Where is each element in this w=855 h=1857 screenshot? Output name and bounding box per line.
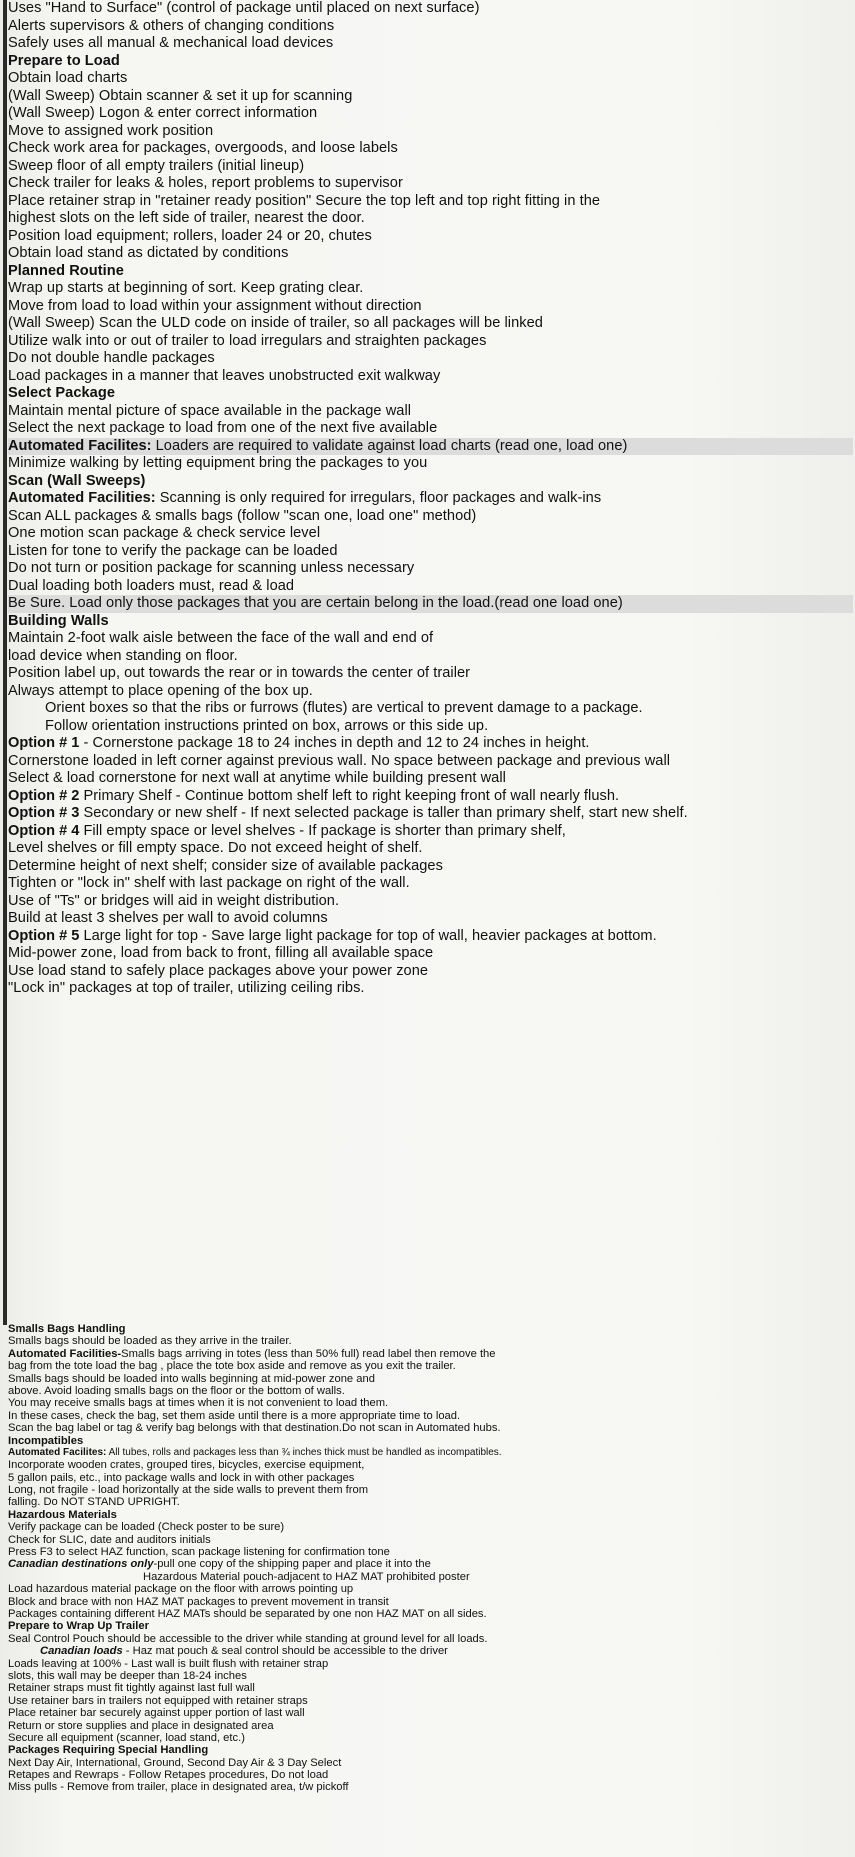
text-line	[8, 1373, 853, 1385]
text-line	[8, 1410, 853, 1422]
text-line	[8, 0, 853, 18]
text-line	[8, 1472, 853, 1484]
text-line	[8, 1769, 853, 1781]
text-line	[8, 595, 853, 613]
text-line	[8, 18, 853, 36]
line-text: Smalls bags arriving in totes (less than 50% full) read label then remove the	[121, 1347, 496, 1360]
text-line	[8, 1484, 853, 1496]
line-text: Scan the bag label or tag & verify bag belongs with that destination.Do not scan in Automated hubs.	[8, 1422, 501, 1435]
line-text: Minimize walking by letting equipment bring the packages to you	[8, 455, 428, 471]
text-line	[8, 543, 853, 561]
section-heading	[8, 385, 853, 403]
text-line	[8, 438, 853, 456]
text-line	[8, 1695, 853, 1707]
line-text: Cornerstone loaded in left corner against previous wall. No space between package and previous wall	[8, 752, 671, 769]
line-text: Maintain 2-foot walk aisle between the face of the wall and end of	[8, 630, 434, 646]
line-text: Packages containing different HAZ MATs should be separated by one non HAZ MAT on all sides.	[8, 1607, 487, 1620]
text-line	[8, 718, 853, 736]
text-line	[8, 280, 853, 298]
line-text: Fill empty space or level shelves - If package is shorter than primary shelf,	[79, 822, 566, 839]
text-line	[8, 1335, 853, 1347]
line-text: Always attempt to place opening of the box up.	[8, 682, 313, 699]
text-line	[8, 333, 853, 351]
line-text: Mid-power zone, load from back to front, filling all available space	[8, 945, 434, 961]
section-heading	[8, 1323, 853, 1335]
line-text: Smalls bags should be loaded as they arrive in the trailer.	[8, 1335, 292, 1348]
text-line	[8, 158, 853, 176]
line-text: Verify package can be loaded (Check poster to be sure)	[8, 1521, 285, 1534]
line-text: - Cornerstone package 18 to 24 inches in depth and 12 to 24 inches in height.	[79, 735, 590, 751]
line-text: Do not turn or position package for scanning unless necessary	[8, 560, 415, 576]
bold-lead-in: Automated Facilities-	[8, 1347, 122, 1360]
line-text: Primary Shelf - Continue bottom shelf left to right keeping front of wall nearly flush.	[79, 787, 620, 804]
line-text: Loaders are required to validate against load charts (read one, load one)	[151, 437, 628, 454]
line-text: 5 gallon pails, etc., into package walls and lock in with other packages	[8, 1471, 355, 1484]
section-heading	[8, 613, 853, 631]
line-text: All tubes, rolls and packages less than ¾ inches thick must be handled as incompatibles.	[106, 1446, 502, 1458]
text-line	[8, 683, 853, 701]
bold-lead-in: Option # 2	[8, 787, 80, 804]
line-text: Level shelves or fill empty space. Do not exceed height of shelf.	[8, 840, 423, 856]
line-text: Hazardous Materials	[8, 1508, 117, 1521]
line-text: Load packages in a manner that leaves unobstructed exit walkway	[8, 367, 441, 384]
line-text: Position label up, out towards the rear or in towards the center of trailer	[8, 665, 471, 681]
text-line	[8, 1757, 853, 1769]
section-heading	[8, 53, 853, 71]
line-text: Determine height of next shelf; consider size of available packages	[8, 857, 443, 874]
text-line	[8, 123, 853, 141]
line-text: Dual loading both loaders must, read & load	[8, 577, 295, 594]
line-text: Place retainer bar securely against upper portion of last wall	[8, 1707, 305, 1720]
bold-lead-in: Option # 1	[8, 735, 80, 751]
text-line	[8, 1546, 853, 1558]
text-line	[8, 875, 853, 893]
line-text: Follow orientation instructions printed on box, arrows or this side up.	[45, 717, 489, 734]
bold-lead-in: Option # 4	[8, 822, 80, 839]
line-text: Select Package	[8, 385, 115, 401]
line-text: Do not double handle packages	[8, 350, 215, 366]
line-text: highest slots on the left side of trailer, nearest the door.	[8, 210, 365, 226]
text-line	[8, 508, 853, 526]
line-text: Load hazardous material package on the floor with arrows pointing up	[8, 1583, 354, 1596]
line-text: Use of "Ts" or bridges will aid in weight distribution.	[8, 892, 340, 909]
line-text: Smalls bags should be loaded into walls beginning at mid-power zone and	[8, 1372, 375, 1385]
line-text: load device when standing on floor.	[8, 647, 238, 664]
text-line	[8, 1534, 853, 1546]
line-text: Secure all equipment (scanner, load stand, etc.)	[8, 1731, 245, 1744]
text-line	[8, 1348, 853, 1360]
line-text: Position load equipment; rollers, loader 24 or 20, chutes	[8, 227, 372, 244]
text-line	[8, 648, 853, 666]
text-line	[8, 35, 853, 53]
text-line	[8, 963, 853, 981]
line-text: Incorporate wooden crates, grouped tires, bicycles, exercise equipment,	[8, 1459, 365, 1472]
line-text: Retainer straps must fit tightly against last full wall	[8, 1682, 255, 1695]
section-heading	[8, 1744, 853, 1756]
text-line	[8, 525, 853, 543]
text-line	[8, 1720, 853, 1732]
text-line	[8, 1447, 853, 1459]
text-line	[8, 753, 853, 771]
line-text: Wrap up starts at beginning of sort. Keep grating clear.	[8, 280, 364, 296]
text-line	[8, 403, 853, 421]
line-text: Obtain load stand as dictated by conditions	[8, 245, 289, 261]
line-text: Retapes and Rewraps - Follow Retapes procedures, Do not load	[8, 1769, 329, 1782]
line-text: "Lock in" packages at top of trailer, utilizing ceiling ribs.	[8, 980, 365, 996]
line-text: Move to assigned work position	[8, 122, 214, 139]
text-line	[8, 210, 853, 228]
bold-lead-in: Automated Facilites:	[8, 1446, 107, 1458]
bold-lead-in: Canadian destinations only	[8, 1558, 154, 1571]
line-text: (Wall Sweep) Scan the ULD code on inside of trailer, so all packages will be linked	[8, 315, 543, 331]
text-line	[8, 840, 853, 858]
line-text: You may receive smalls bags at times when it is not convenient to load them.	[8, 1397, 389, 1410]
line-text: Building Walls	[8, 612, 109, 629]
text-line	[8, 1596, 853, 1608]
line-text: Alerts supervisors & others of changing conditions	[8, 17, 335, 34]
line-text: Large light for top - Save large light package for top of wall, heavier packages at bottom.	[79, 927, 657, 944]
section-heading	[8, 1509, 853, 1521]
line-text: -pull one copy of the shipping paper and place it into the	[153, 1558, 431, 1571]
line-text: Packages Requiring Special Handling	[8, 1744, 209, 1757]
text-line	[8, 245, 853, 263]
section-heading	[8, 473, 853, 491]
line-text: Secondary or new shelf - If next selected package is taller than primary shelf, start new shelf.	[79, 805, 688, 821]
text-line	[8, 823, 853, 841]
line-text: Uses "Hand to Surface" (control of package until placed on next surface)	[8, 0, 480, 16]
section-heading	[8, 263, 853, 281]
text-line	[8, 420, 853, 438]
text-line	[8, 578, 853, 596]
text-line	[8, 1658, 853, 1670]
line-text: falling. Do NOT STAND UPRIGHT.	[8, 1496, 180, 1509]
line-text: Scan ALL packages & smalls bags (follow "scan one, load one" method)	[8, 507, 477, 524]
text-line	[8, 1496, 853, 1508]
text-line	[8, 980, 853, 998]
line-text: Maintain mental picture of space available in the package wall	[8, 402, 412, 419]
line-text: Move from load to load within your assignment without direction	[8, 297, 422, 314]
line-text: Sweep floor of all empty trailers (initial lineup)	[8, 157, 305, 174]
text-line	[8, 1521, 853, 1533]
text-line	[8, 665, 853, 683]
line-text: Smalls Bags Handling	[8, 1323, 126, 1335]
line-text: Check for SLIC, date and auditors initials	[8, 1533, 211, 1546]
text-line	[8, 700, 853, 718]
special-handling-section	[8, 1323, 853, 1794]
section-heading	[8, 1620, 853, 1632]
line-text: Listen for tone to verify the package can be loaded	[8, 542, 338, 559]
text-line	[8, 735, 853, 753]
line-text: Loads leaving at 100% - Last wall is built flush with retainer strap	[8, 1657, 329, 1670]
text-line	[8, 1459, 853, 1471]
text-line	[8, 1360, 853, 1372]
text-line	[8, 788, 853, 806]
line-text: Tighten or "lock in" shelf with last package on right of the wall.	[8, 875, 410, 891]
line-text: Orient boxes so that the ribs or furrows (flutes) are vertical to prevent damage to a package.	[45, 700, 643, 716]
line-text: (Wall Sweep) Obtain scanner & set it up for scanning	[8, 87, 353, 104]
text-line	[8, 770, 853, 788]
text-line	[8, 88, 853, 106]
line-text: Be Sure. Load only those packages that you are certain belong in the load.(read one load one)	[8, 595, 623, 611]
line-text: Planned Routine	[8, 262, 124, 279]
text-line	[8, 105, 853, 123]
line-text: One motion scan package & check service level	[8, 525, 321, 541]
line-text: Hazardous Material pouch-adjacent to HAZ MAT prohibited poster	[143, 1570, 470, 1583]
line-text: Use load stand to safely place packages above your power zone	[8, 962, 429, 979]
text-line	[8, 805, 853, 823]
line-text: Return or store supplies and place in designated area	[8, 1719, 274, 1732]
text-line	[8, 193, 853, 211]
text-line	[8, 560, 853, 578]
line-text: In these cases, check the bag, set them aside until there is a more appropriate time to load.	[8, 1409, 461, 1422]
text-line	[8, 1707, 853, 1719]
text-line	[8, 1571, 853, 1583]
text-line	[8, 1645, 853, 1657]
line-text: Next Day Air, International, Ground, Second Day Air & 3 Day Select	[8, 1756, 342, 1769]
line-text: Select & load cornerstone for next wall at anytime while building present wall	[8, 770, 506, 786]
line-text: Use retainer bars in trailers not equipped with retainer straps	[8, 1694, 308, 1707]
text-line	[8, 1633, 853, 1645]
line-text: Scan (Wall Sweeps)	[8, 472, 146, 489]
text-line	[8, 910, 853, 928]
line-text: Build at least 3 shelves per wall to avoid columns	[8, 910, 328, 926]
line-text: slots, this wall may be deeper than 18-24 inches	[8, 1669, 247, 1682]
section-heading	[8, 1435, 853, 1447]
text-line	[8, 858, 853, 876]
margin-bar	[3, 0, 7, 1325]
bold-lead-in: Canadian loads	[40, 1645, 123, 1658]
line-text: Prepare to Wrap Up Trailer	[8, 1620, 149, 1633]
line-text: Select the next package to load from one of the next five available	[8, 420, 438, 436]
line-text: Miss pulls - Remove from trailer, place in designated area, t/w pickoff	[8, 1781, 349, 1794]
line-text: (Wall Sweep) Logon & enter correct information	[8, 105, 318, 121]
text-line	[8, 175, 853, 193]
line-text: - Haz mat pouch & seal control should be accessible to the driver	[122, 1645, 448, 1658]
text-line	[8, 1397, 853, 1409]
text-line	[8, 945, 853, 963]
text-line	[8, 1422, 853, 1434]
line-text: Long, not fragile - load horizontally at the side walls to prevent them from	[8, 1484, 369, 1497]
text-line	[8, 1385, 853, 1397]
bold-lead-in: Automated Facilites:	[8, 437, 152, 454]
line-text: Safely uses all manual & mechanical load devices	[8, 35, 334, 51]
line-text: Utilize walk into or out of trailer to load irregulars and straighten packages	[8, 332, 487, 349]
line-text: Block and brace with non HAZ MAT packages to prevent movement in transit	[8, 1595, 389, 1608]
text-line	[8, 1781, 853, 1793]
text-line	[8, 70, 853, 88]
text-line	[8, 928, 853, 946]
text-line	[8, 228, 853, 246]
bold-lead-in: Option # 3	[8, 805, 80, 821]
line-text: Obtain load charts	[8, 70, 128, 86]
text-line	[8, 1583, 853, 1595]
line-text: Check trailer for leaks & holes, report problems to supervisor	[8, 175, 403, 191]
text-line	[8, 630, 853, 648]
text-line	[8, 140, 853, 158]
text-line	[8, 368, 853, 386]
line-text: Scanning is only required for irregulars, floor packages and walk-ins	[155, 490, 602, 506]
line-text: Incompatibles	[8, 1434, 84, 1447]
text-line	[8, 1670, 853, 1682]
line-text: Seal Control Pouch should be accessible to the driver while standing at ground level for all loads.	[8, 1632, 488, 1645]
text-line	[8, 350, 853, 368]
text-line	[8, 455, 853, 473]
bold-lead-in: Automated Facilities:	[8, 490, 156, 506]
text-line	[8, 490, 853, 508]
text-line	[8, 893, 853, 911]
line-text: Press F3 to select HAZ function, scan package listening for confirmation tone	[8, 1546, 390, 1559]
line-text: above. Avoid loading smalls bags on the floor or the bottom of walls.	[8, 1384, 345, 1397]
text-line	[8, 1732, 853, 1744]
line-text: Check work area for packages, overgoods, and loose labels	[8, 140, 398, 156]
line-text: bag from the tote load the bag , place the tote box aside and remove as you exit the trailer.	[8, 1360, 456, 1373]
text-line	[8, 1682, 853, 1694]
load-procedures-section	[8, 0, 853, 998]
text-line	[8, 315, 853, 333]
bold-lead-in: Option # 5	[8, 927, 80, 944]
line-text: Place retainer strap in "retainer ready position" Secure the top left and top right fitting in the	[8, 192, 601, 209]
text-line	[8, 298, 853, 316]
line-text: Prepare to Load	[8, 52, 120, 69]
text-line	[8, 1558, 853, 1570]
text-line	[8, 1608, 853, 1620]
